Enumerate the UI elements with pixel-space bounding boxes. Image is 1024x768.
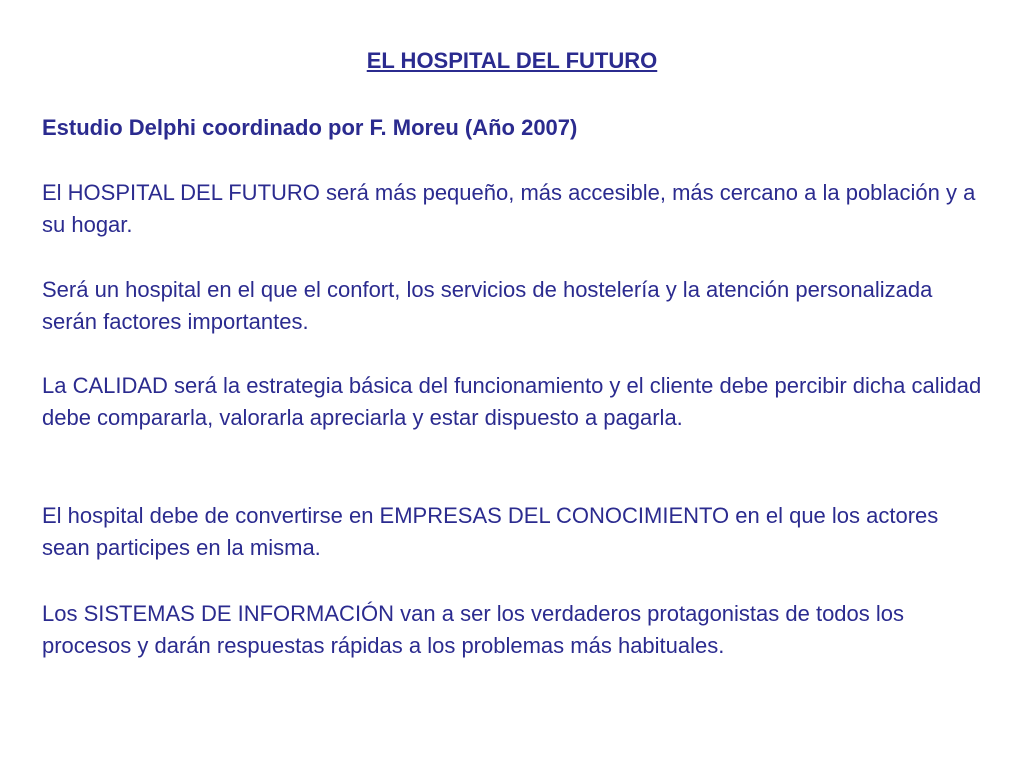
paragraph-comfort-services: Será un hospital en el que el confort, los servicios de hostelería y la atención personalizada serán factores importantes. [42, 277, 933, 334]
paragraph-knowledge-companies: El hospital debe de convertirse en EMPRESAS DEL CONOCIMIENTO en el que los actores sean participes en la misma. [42, 503, 939, 560]
slide-subtitle: Estudio Delphi coordinado por F. Moreu (Año 2007) [42, 115, 578, 140]
paragraph-smaller-accessible: El HOSPITAL DEL FUTURO será más pequeño, más accesible, más cercano a la población y a su hogar. [42, 180, 976, 237]
paragraph-information-systems: Los SISTEMAS DE INFORMACIÓN van a ser los verdaderos protagonistas de todos los procesos y darán respuestas rápidas a los problemas más habituales. [42, 601, 905, 658]
slide-title: EL HOSPITAL DEL FUTURO [366, 48, 658, 73]
paragraph-quality-strategy: La CALIDAD será la estrategia básica del funcionamiento y el cliente debe percibir dicha calidad debe compararla, valorarla apreciarla y estar dispuesto a pagarla. [42, 373, 982, 430]
